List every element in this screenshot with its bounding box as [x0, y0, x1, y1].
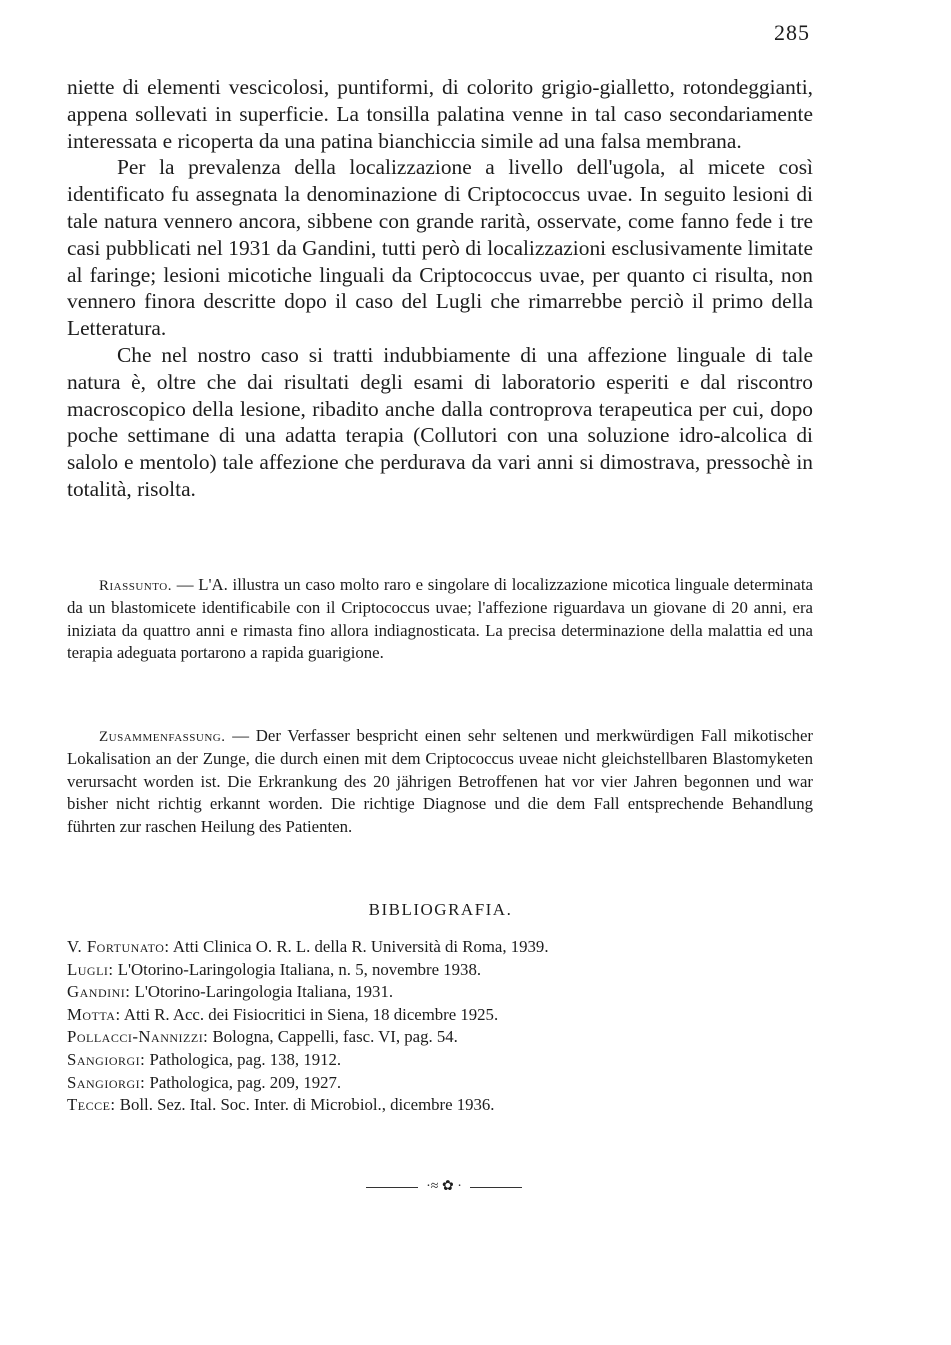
zusammenfassung-label: Zusammenfassung.	[99, 729, 226, 745]
bibliography-reference: Atti R. Acc. dei Fisiocritici in Siena, 18 dicembre 1925.	[120, 1004, 499, 1024]
bibliography-entry	[67, 936, 813, 959]
bibliography-reference: Pathologica, pag. 138, 1912.	[145, 1049, 342, 1069]
body-paragraph: Che nel nostro caso si tratti indubbiamente di una affezione linguale di tale natura è, oltre che dai risultati degli esami di laboratorio esperiti e dal riscontro macroscopico della lesione, ribadito anche dalla controprova terapeutica per cui, dopo poche settimane di una adatta terapia (Collutori con una soluzione idro-alcolica di salolo e mentolo) tale affezione che perdurava da vari anni si dimostrava, pressochè in totalità, risolta.	[67, 342, 813, 501]
main-body-text	[67, 74, 813, 503]
bibliography-entry	[67, 1026, 813, 1049]
bibliography-entry	[67, 1049, 813, 1072]
bibliography-entry	[67, 1094, 813, 1117]
bibliography-reference: Pathologica, pag. 209, 1927.	[145, 1072, 342, 1092]
bibliography-entry	[67, 1072, 813, 1095]
bibliography-reference: L'Otorino-Laringologia Italiana, 1931.	[130, 982, 394, 1002]
ornament-rule-left	[366, 1187, 418, 1188]
bibliography-author: Gandini:	[67, 982, 131, 1002]
ornament-rule-right	[470, 1187, 522, 1188]
bibliography-author: Sangiorgi:	[67, 1049, 146, 1069]
bibliography-list	[67, 936, 813, 1117]
riassunto-text: — L'A. illustra un caso molto raro e singolare di localizzazione micotica linguale determinata da un blastomicete identificabile con il Criptococcus uvae; l'affezione riguardava un giovane di 20 anni, era iniziata da quattro anni e rimasta fino allora indiagnosticata. La precisa determinazione della malattia ed una terapia adeguata portarono a rapida guarigione.	[67, 575, 813, 663]
bibliography-reference: L'Otorino-Laringologia Italiana, n. 5, novembre 1938.	[113, 959, 482, 979]
ornament-glyph: ·≈ ✿ ·	[426, 1179, 462, 1194]
bibliography-entry	[67, 1004, 813, 1027]
zusammenfassung-section	[67, 725, 813, 838]
bibliography-reference: Boll. Sez. Ital. Soc. Inter. di Microbiol., dicembre 1936.	[115, 1095, 495, 1115]
bibliography-reference: Bologna, Cappelli, fasc. VI, pag. 54.	[208, 1027, 458, 1047]
bibliography-heading: BIBLIOGRAFIA.	[368, 900, 513, 919]
bibliography-entry	[67, 959, 813, 982]
bibliography-author: Sangiorgi:	[67, 1072, 146, 1092]
bibliography-entry	[67, 981, 813, 1004]
body-paragraph: niette di elementi vescicolosi, puntiformi, di colorito grigio-gialletto, rotondeggianti, appena sollevati in superficie. La tonsilla palatina venne in tal caso secondariamente interessata e ricoperta da una patina bianchiccia simile ad una falsa membrana.	[67, 75, 813, 153]
bibliography-author: Lugli:	[67, 959, 114, 979]
bibliography-author: Tecce:	[67, 1095, 116, 1115]
bibliography-author: Pollacci-Nannizzi:	[67, 1027, 209, 1047]
body-paragraph: Per la prevalenza della localizzazione a livello dell'ugola, al micete così identificato fu assegnata la denominazione di Criptococcus uvae. In seguito lesioni di tale natura vennero ancora, sibbene con grande rarità, osservate, come fanno fede i tre casi pubblicati nel 1931 da Gandini, tutti però di localizzazioni esclusivamente limitate al faringe; lesioni micotiche linguali da Criptococcus uvae, per quanto ci risulta, non vennero finora descritte dopo il caso del Lugli che rimarrebbe perciò il primo della Letteratura.	[67, 155, 813, 341]
page-number: 285	[774, 20, 810, 45]
bibliography-author: V. Fortunato:	[67, 937, 170, 956]
zusammenfassung-paragraph	[67, 725, 813, 838]
riassunto-label: Riassunto.	[99, 578, 172, 594]
riassunto-section	[67, 574, 813, 665]
zusammenfassung-text: — Der Verfasser bespricht einen sehr seltenen und merkwürdigen Fall mikotischer Lokalisation an der Zunge, die durch einen mit dem Criptococcus uveae nicht gleichstellbaren Blastomyketen verursacht worden ist. Die Erkrankung des 20 jährigen Betroffenen hat vor vier Jahren begonnen und war bisher nicht richtig erkannt worden. Die richtige Diagnose und die dem Fall entsprechende Behandlung führten zur raschen Heilung des Patienten.	[67, 726, 813, 836]
bibliography-reference: Atti Clinica O. R. L. della R. Università di Roma, 1939.	[169, 937, 549, 956]
fleuron-ornament-icon	[366, 1177, 522, 1197]
riassunto-paragraph	[67, 574, 813, 665]
bibliography-author: Motta:	[67, 1004, 121, 1024]
